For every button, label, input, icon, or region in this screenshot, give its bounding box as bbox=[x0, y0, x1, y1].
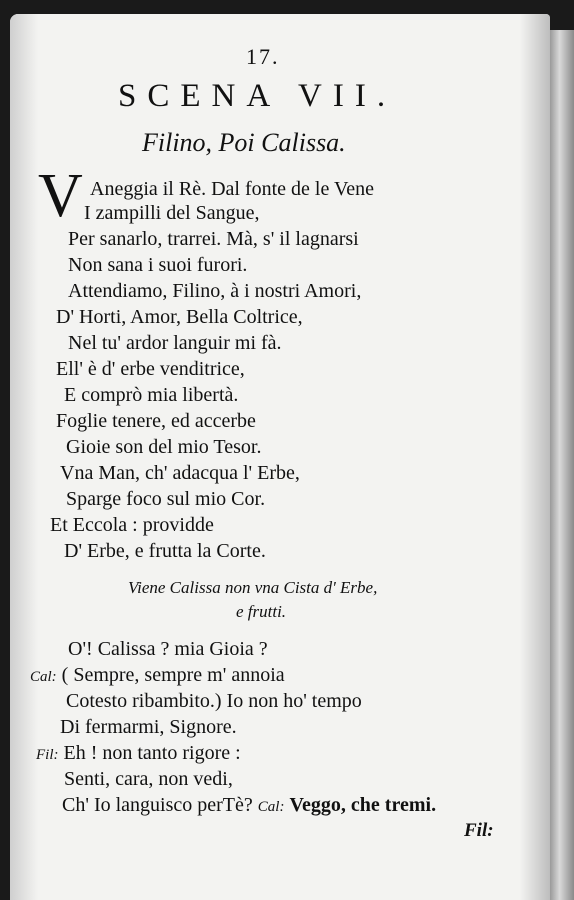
verse-line: Foglie tenere, ed accerbe bbox=[56, 410, 256, 432]
verse-line: Per sanarlo, trarrei. Mà, s' il lagnarsi bbox=[68, 228, 359, 250]
dialogue-line bbox=[64, 766, 233, 792]
speaker-label: Cal: bbox=[30, 669, 57, 685]
dialogue-text: ( Sempre, sempre m' annoia bbox=[61, 664, 285, 686]
speaker-label: Fil: bbox=[36, 747, 59, 763]
dialogue-line bbox=[62, 792, 436, 820]
verse-line: Non sana i suoi furori. bbox=[68, 254, 248, 276]
stage-direction: e frutti. bbox=[236, 602, 287, 621]
dialogue-text: Veggo, che tremi. bbox=[289, 794, 437, 816]
dialogue-text: O'! Calissa ? mia Gioia ? bbox=[68, 638, 268, 660]
dialogue-line bbox=[36, 740, 241, 768]
verse-line: Gioie son del mio Tesor. bbox=[66, 436, 262, 458]
scene-title: SCENA VII. bbox=[118, 78, 397, 114]
dialogue-line bbox=[30, 662, 285, 690]
verse-line: Aneggia il Rè. Dal fonte de le Vene bbox=[90, 178, 374, 200]
catchword: Fil: bbox=[464, 820, 494, 841]
dialogue-line bbox=[66, 688, 362, 714]
characters-heading: Filino, Poi Calissa. bbox=[142, 128, 346, 157]
dialogue-text: Cotesto ribambito.) Io non ho' tempo bbox=[66, 690, 362, 712]
page-gutter-right bbox=[520, 14, 550, 900]
speaker-label: Cal: bbox=[257, 799, 285, 815]
verse-line: D' Horti, Amor, Bella Coltrice, bbox=[56, 306, 303, 328]
dialogue-line bbox=[60, 714, 237, 740]
verse-line: Et Eccola : providde bbox=[50, 514, 214, 536]
verse-line: Sparge foco sul mio Cor. bbox=[66, 488, 266, 510]
verse-line: E comprò mia libertà. bbox=[64, 384, 239, 406]
book-edge bbox=[550, 30, 574, 900]
verse-line: I zampilli del Sangue, bbox=[84, 202, 260, 224]
verse-line: Ell' è d' erbe venditrice, bbox=[56, 358, 245, 380]
verse-line: Vna Man, ch' adacqua l' Erbe, bbox=[60, 462, 300, 484]
verse-line: D' Erbe, e frutta la Corte. bbox=[64, 540, 266, 562]
dialogue-text: Ch' Io languisco perTè? bbox=[62, 794, 253, 816]
dialogue-text: Senti, cara, non vedi, bbox=[64, 768, 233, 790]
page-gutter-left bbox=[10, 14, 38, 900]
dialogue-text: Di fermarmi, Signore. bbox=[60, 716, 237, 738]
dialogue-line bbox=[68, 636, 268, 662]
dialogue-text: Eh ! non tanto rigore : bbox=[63, 742, 241, 764]
verse-line: Nel tu' ardor languir mi fà. bbox=[68, 332, 282, 354]
stage-direction: Viene Calissa non vna Cista d' Erbe, bbox=[128, 578, 378, 597]
verse-line: Attendiamo, Filino, à i nostri Amori, bbox=[68, 280, 362, 302]
page-number: 17. bbox=[246, 44, 280, 69]
drop-cap: V bbox=[38, 162, 83, 230]
